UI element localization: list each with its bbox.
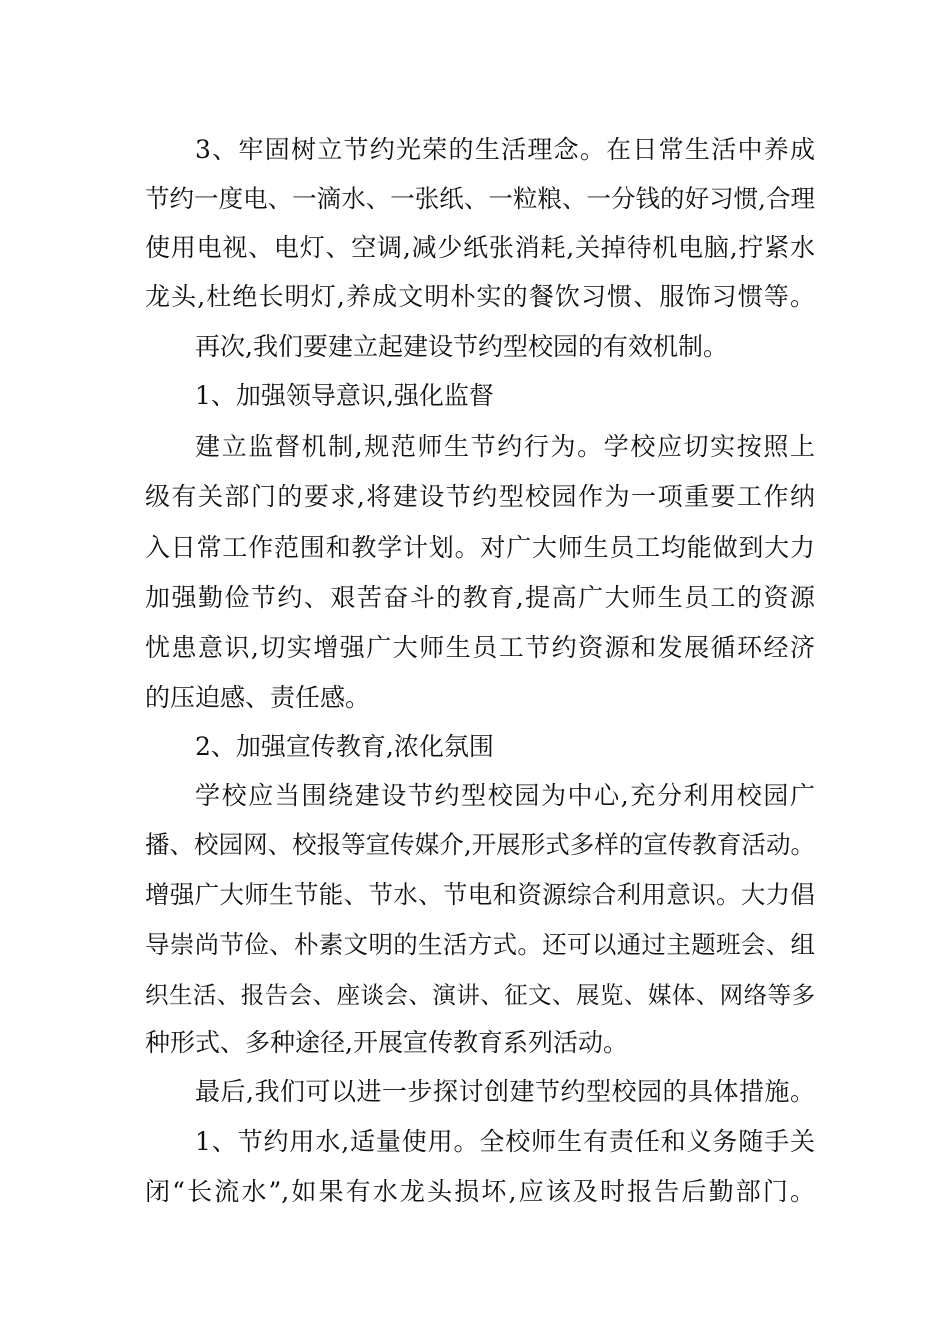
text-line: 1、节约用水,适量使用。全校师生有责任和义务随手关 bbox=[195, 1127, 815, 1156]
text-line: 种形式、多种途径,开展宣传教育系列活动。 bbox=[145, 1028, 628, 1057]
text-line: 学校应当围绕建设节约型校园为中心,充分利用校园广 bbox=[195, 781, 815, 810]
text-line: 3、牢固树立节约光荣的生活理念。在日常生活中养成 bbox=[195, 135, 815, 164]
text-line: 导崇尚节俭、朴素文明的生活方式。还可以通过主题班会、组 bbox=[145, 930, 815, 959]
text-line: 建立监督机制,规范师生节约行为。学校应切实按照上 bbox=[195, 432, 815, 461]
text-line: 入日常工作范围和教学计划。对广大师生员工均能做到大力 bbox=[145, 533, 815, 562]
text-line: 闭“长流水”,如果有水龙头损坏,应该及时报告后勤部门。 bbox=[145, 1177, 815, 1206]
subsection-heading: 2、加强宣传教育,浓化氛围 bbox=[195, 732, 494, 761]
text-line: 级有关部门的要求,将建设节约型校园作为一项重要工作纳 bbox=[145, 482, 815, 511]
text-line: 使用电视、电灯、空调,减少纸张消耗,关掉待机电脑,拧紧水 bbox=[145, 233, 815, 262]
text-line: 的压迫感、责任感。 bbox=[145, 683, 371, 712]
subsection-heading: 1、加强领导意识,强化监督 bbox=[195, 381, 494, 410]
text-line: 织生活、报告会、座谈会、演讲、征文、展览、媒体、网络等多 bbox=[145, 981, 815, 1009]
section-heading: 最后,我们可以进一步探讨创建节约型校园的具体措施。 bbox=[195, 1077, 815, 1106]
text-line: 节约一度电、一滴水、一张纸、一粒粮、一分钱的好习惯,合理 bbox=[145, 184, 815, 213]
text-line: 增强广大师生节能、节水、节电和资源综合利用意识。大力倡 bbox=[145, 880, 815, 909]
section-heading: 再次,我们要建立起建设节约型校园的有效机制。 bbox=[195, 332, 728, 361]
text-line: 龙头,杜绝长明灯,养成文明朴实的餐饮习惯、服饰习惯等。 bbox=[145, 282, 815, 311]
text-line: 播、校园网、校报等宣传媒介,开展形式多样的宣传教育活动。 bbox=[145, 830, 815, 859]
text-line: 加强勤俭节约、艰苦奋斗的教育,提高广大师生员工的资源 bbox=[145, 583, 815, 612]
text-line: 忧患意识,切实增强广大师生员工节约资源和发展循环经济 bbox=[145, 633, 815, 662]
